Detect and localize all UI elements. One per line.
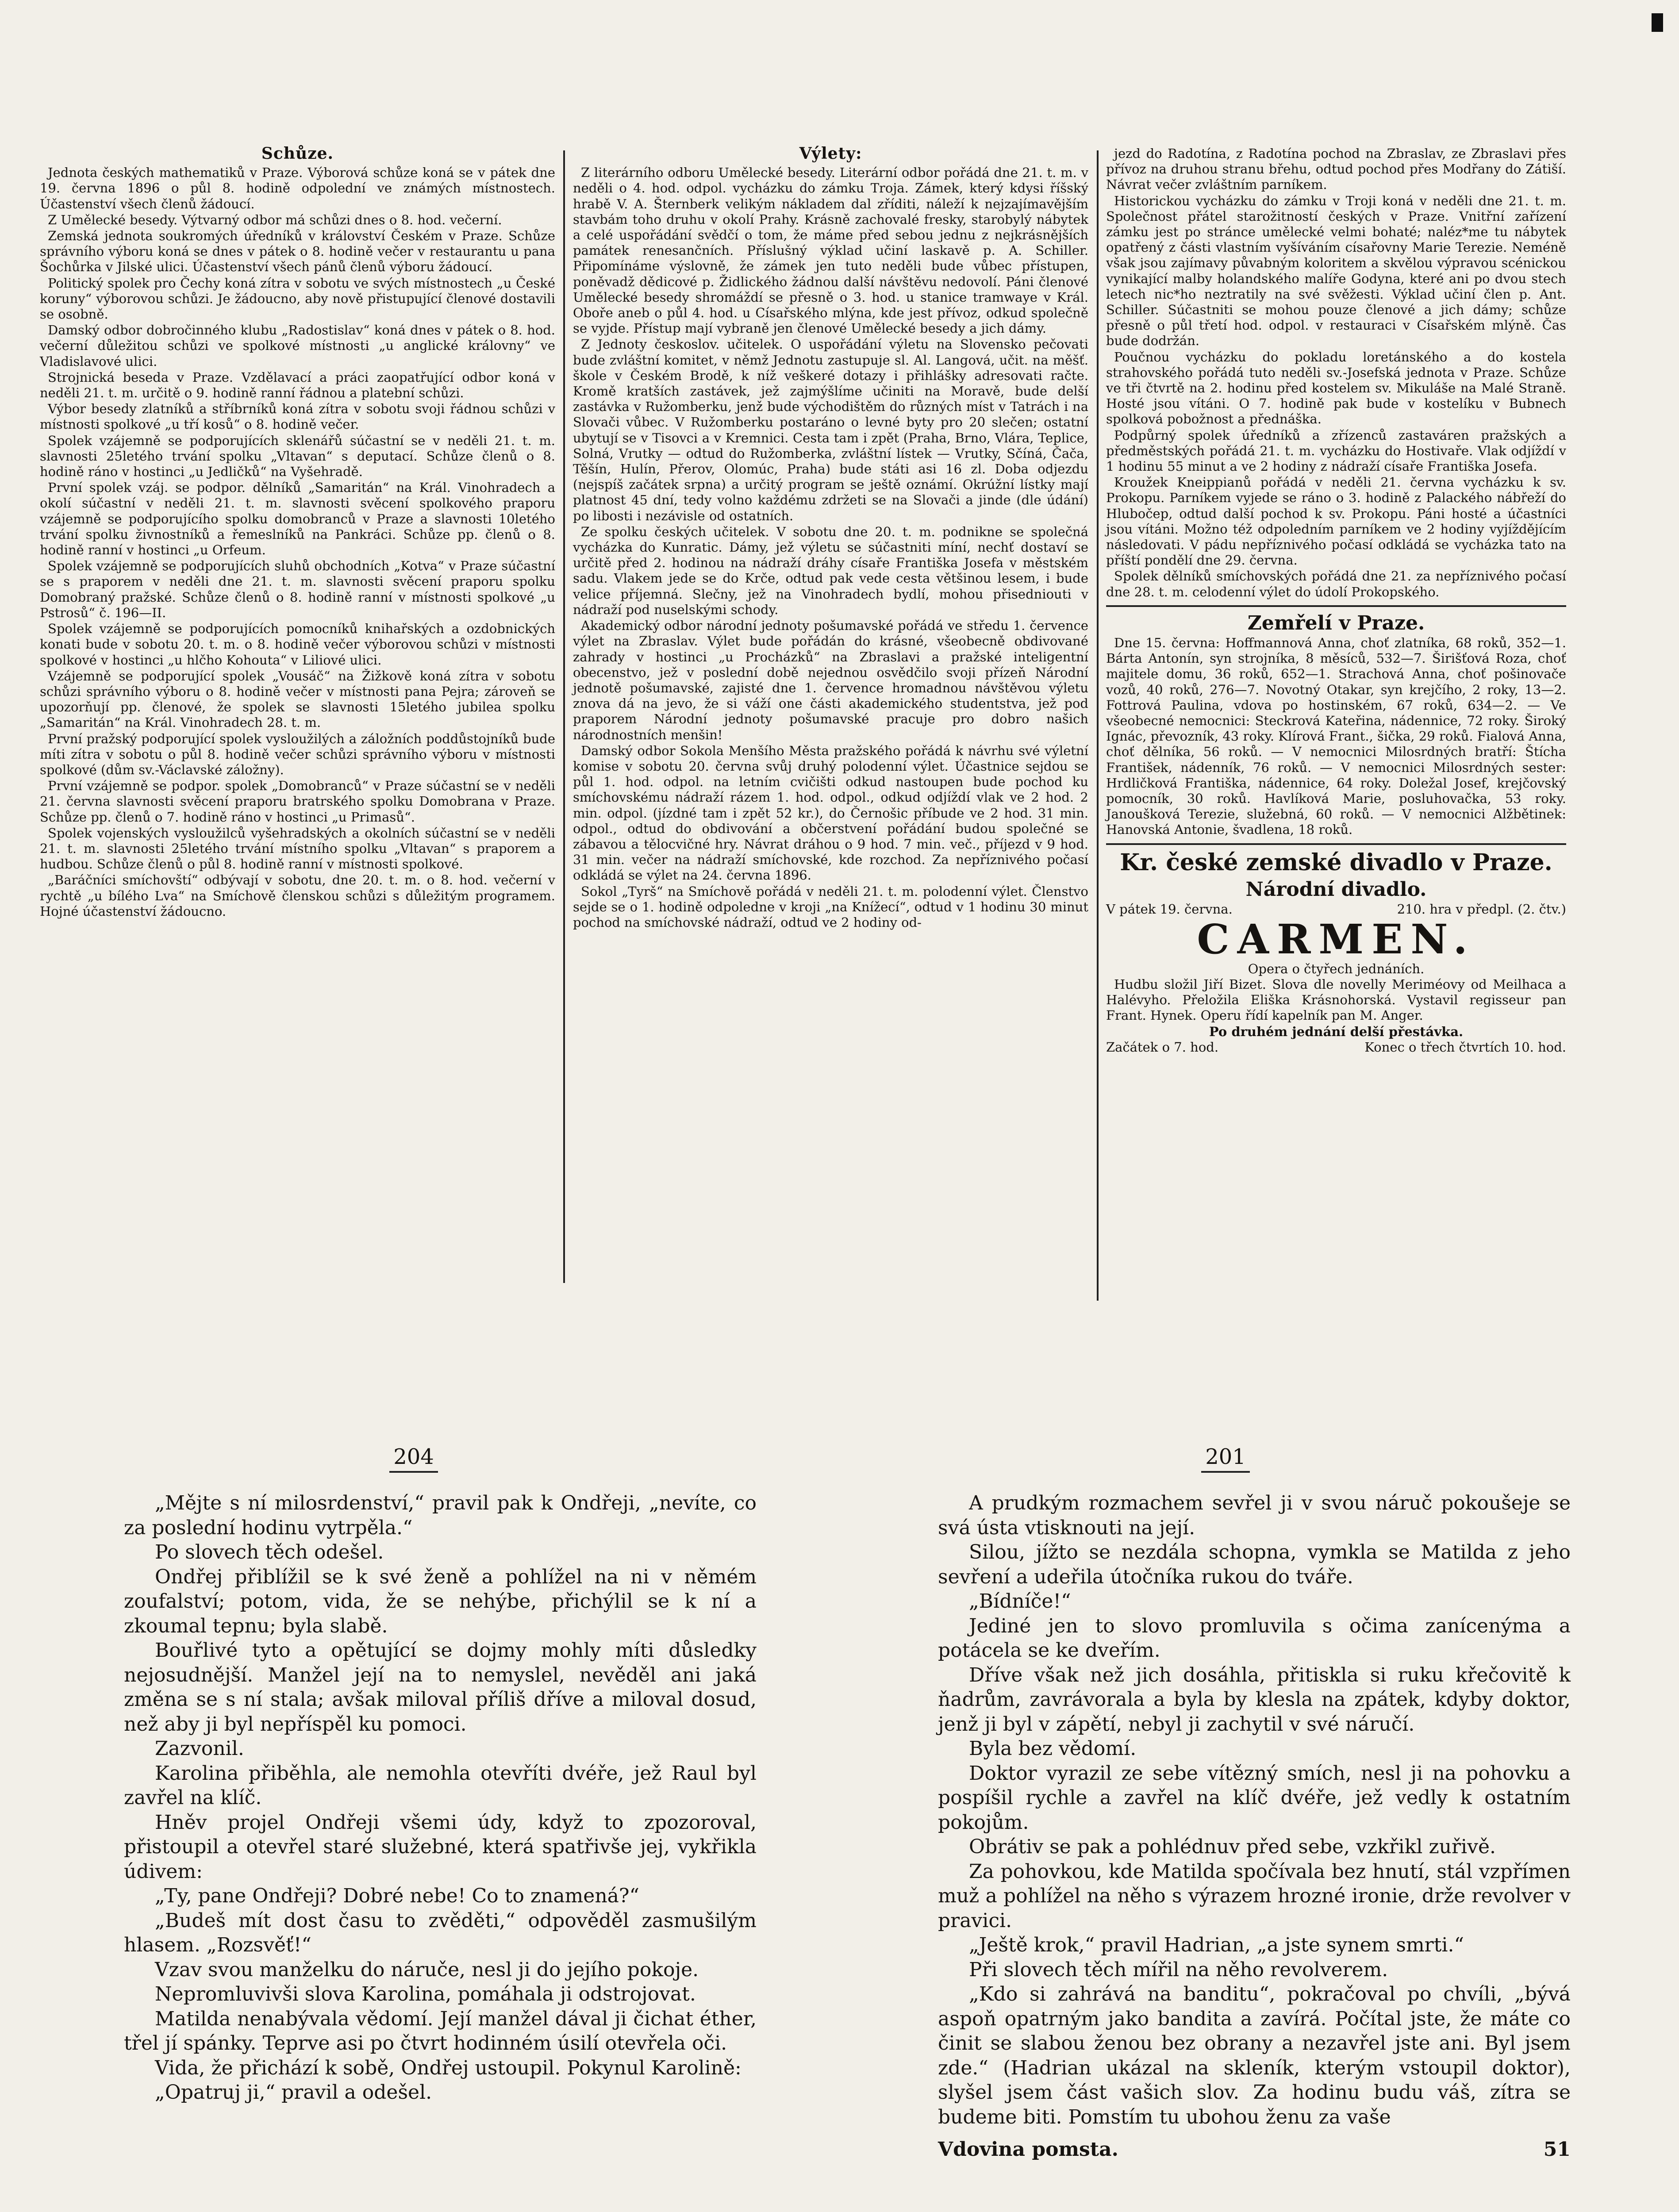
paragraph: Nepromluvivši slova Karolina, pomáhala ji odstrojovat. bbox=[155, 1983, 696, 2005]
newspaper-section bbox=[40, 144, 1566, 1305]
paragraph: „Kdo si zahrává na banditu“, pokračoval po chvíli, „bývá aspoň opatrným jako bandita a zavírá. Počítal jste, že máte co činit se slabou ženou bez obrany a nezavřel jste ani. Byl jsem zde.“ (Hadrian ukázal na skleník, kterým vstoupil doktor), slyšel jsem část vašich slov. Za hodinu budu váš, zítra se budeme biti. Pomstím tu ubohou ženu za vaše bbox=[938, 1983, 1571, 2128]
theatre-performance: 210. hra v předpl. (2. čtv.) bbox=[1397, 901, 1566, 917]
paragraph: Dříve však než jich dosáhla, přitiskla si ruku křečovitě k ňadrům, zavrávorala a byla by klesla na zpátek, kdyby doktor, jenž ji byl v zápětí, nebyl ji zachytil v své náručí. bbox=[938, 1663, 1571, 1736]
paragraph: Damský odbor Sokola Menšího Města pražského pořádá k návrhu své výletní komise v sobotu 20. června svůj druhý polodenní výlet. Účastnice sejdou se půl 1. hod. odpol. na letním cvičišti odkud nastoupen bude pochod ku smíchovskému nádraží rázem 1. hod. odpol., odkud odjíždí vlak ve 2 hod. 2 min. odpol. (jízdné tam i zpět 52 kr.), do Černošic příbude ve 2 hod. 31 min. odpol., odtud do obdivování a občerstvení pořádání budou společné se zábavou a tělocvičné hry. Návrat dráhou o 9 hod. 7 min. več., příjezd v 9 hod. 31 min. večer na nádraží smíchovské, kde rozchod. Za nepříznivého počasí odkládá se výlet na 24. června 1896. bbox=[573, 743, 1088, 883]
trips-list bbox=[573, 165, 1088, 930]
paragraph: Matilda nenabývala vědomí. Její manžel dával ji čichat éther, třel jí spánky. Teprve asi po čtvrt hodinném úsilí otevřela oči. bbox=[124, 2007, 757, 2055]
paragraph: Byla bez vědomí. bbox=[969, 1737, 1137, 1760]
page-number-underline bbox=[1201, 1471, 1250, 1473]
paragraph: Jediné jen to slovo promluvila s očima zanícenýma a potácela se ke dveřím. bbox=[938, 1614, 1571, 1662]
paragraph: Po slovech těch odešel. bbox=[155, 1541, 384, 1563]
paragraph: Spolek dělníků smíchovských pořádá dne 21. za nepříznivého počasí dne 28. t. m. celodenní výlet do údolí Prokopského. bbox=[1106, 568, 1566, 599]
paragraph: První pražský podporující spolek vysloužilých a záložních poddůstojníků bude míti zítra v sobotu o půl 8. hodině večer schůzi správního výboru v místnosti spolkové (dům sv.-Václavské záložny). bbox=[40, 731, 555, 777]
paragraph: Při slovech těch mířil na něho revolverem. bbox=[969, 1958, 1388, 1981]
opera-title: CARMEN. bbox=[1197, 915, 1475, 963]
column-meetings bbox=[40, 146, 555, 920]
paragraph: Silou, jížto se nezdála schopna, vymkla se Matilda z jeho sevření a udeřila útočníka rukou do tváře. bbox=[938, 1541, 1571, 1588]
paragraph: Podpůrný spolek úředníků a zřízenců zastaváren pražských a předměstských pořádá 21. t. m. vycházku do Hostivaře. Vlak odjíždí v 1 hodinu 55 minut a ve 2 hodiny z nádraží císaře Františka Josefa. bbox=[1106, 427, 1566, 474]
paragraph: Obrátiv se pak a pohlédnuv před sebe, vzkřikl zuřivě. bbox=[969, 1836, 1496, 1858]
paragraph: Za pohovkou, kde Matilda spočívala bez hnutí, stál vzpřímen muž a pohlížel na něho s výrazem hrozné ironie, drže revolver v pravici. bbox=[938, 1860, 1571, 1932]
paragraph: Poučnou vycházku do pokladu loretánského a do kostela strahovského pořádá tuto neděli sv.-Josefská jednota v Praze. Schůze ve tři čtvrtě na 2. hodinu před kostelem sv. Mikuláše na Malé Straně. Hosté jsou vítáni. O 7. hodině pak bude v kostelíku v Bubnech spolková pobožnost a přednáška. bbox=[1106, 349, 1566, 427]
novel-title: Vdovina pomsta. bbox=[938, 2138, 1118, 2161]
corner-mark bbox=[1652, 13, 1663, 32]
paragraph: „Bídníče!“ bbox=[969, 1590, 1071, 1613]
paragraph: Hněv projel Ondřeji všemi údy, když to zpozoroval, přistoupil a otevřel staré služebné, která spatřivše jej, vykřikla údivem: bbox=[124, 1811, 757, 1883]
paragraph: Karolina přiběhla, ale nemohla otevříti dvéře, jež Raul byl zavřel na klíč. bbox=[124, 1762, 757, 1809]
novel-text-left bbox=[124, 1491, 757, 2105]
paragraph: Vzav svou manželku do náruče, nesl ji do jejího pokoje. bbox=[155, 1958, 699, 1981]
opera-credits: Hudbu složil Jiří Bizet. Slova dle novelly Meriméovy od Meilhaca a Halévyho. Přeložila Eliška Krásnohorská. Vystavil regisseur pan Frant. Hynek. Operu řídí kapelník pan M. Anger. bbox=[1106, 976, 1566, 1023]
paragraph: Kroužek Kneippianů pořádá v neděli 21. června vycházku k sv. Prokopu. Parníkem vyjede se ráno o 3. hodině z Palackého nábřeží do Hlubočep, odtud další pochod k sv. Prokopu. Páni hosté a účastníci jsou vítáni. Možno též odpoledním parníkem ve 2 hodiny vyjíždějícím následovati. V pádu nepříznivého počasí odkládá se vycházka tato na příští pondělí dne 29. června. bbox=[1106, 475, 1566, 568]
paragraph: „Budeš mít dost času to zvěděti,“ odpověděl zasmušilým hlasem. „Rozsvěť!“ bbox=[124, 1909, 757, 1956]
section-divider bbox=[1106, 843, 1566, 845]
theatre-date: V pátek 19. června. bbox=[1106, 901, 1233, 917]
paragraph: „Baráčníci smíchovští“ odbývají v sobotu, dne 20. t. m. o 8. hod. večerní v rychtě „u bílého Lva“ na Smíchově členskou schůzi s důležitým programem. Hojné účastenství žádoucno. bbox=[40, 872, 555, 919]
paragraph: Ondřej přiblížil se k své ženě a pohlížel na ni v němém zoufalství; potom, vida, že se nehýbe, přichýlil se k ní a zkoumal tepnu; byla slabě. bbox=[124, 1565, 757, 1637]
theatre-title: Kr. české zemské divadlo v Praze. bbox=[1120, 849, 1552, 876]
theatre-info bbox=[1106, 902, 1566, 917]
paragraph: Damský odbor dobročinného klubu „Radostislav“ koná dnes v pátek o 8. hod. večerní důležitou schůzi ve spolkové místnosti „u anglické královny“ ve Vladislavové ulici. bbox=[40, 323, 555, 369]
paragraph: Bouřlivé tyto a opětující se dojmy mohly míti důsledky nejosudnější. Manžel její na to nemyslel, nevěděl ani jaká změna se s ní stala; avšak miloval příliš dříve a miloval dosud, než aby ji byl nepříspěl ku pomoci. bbox=[124, 1639, 757, 1736]
novel-sheet-number: 51 bbox=[1543, 2138, 1571, 2161]
paragraph: „Ještě krok,“ pravil Hadrian, „a jste synem smrti.“ bbox=[969, 1934, 1464, 1956]
page-number-right: 201 bbox=[1205, 1444, 1246, 1469]
theatre-subtitle: Národní divadlo. bbox=[1245, 878, 1427, 901]
paragraph: Vida, že přichází k sobě, Ondřej ustoupil. Pokynul Karolině: bbox=[155, 2056, 742, 2079]
opera-times bbox=[1106, 1040, 1566, 1055]
paragraph: Jednota českých mathematiků v Praze. Výborová schůze koná se v pátek dne 19. června 1896 o půl 8. hodině odpolední ve známých místnostech. Účastenství všech členů žádoucí. bbox=[40, 165, 555, 211]
column-misc bbox=[1106, 146, 1566, 1055]
novel-footer bbox=[938, 2137, 1571, 2162]
paragraph: Zazvonil. bbox=[155, 1737, 244, 1760]
paragraph: A prudkým rozmachem sevřel ji v svou náruč pokoušeje se svá ústa vtisknouti na její. bbox=[938, 1492, 1571, 1539]
deaths-text: Dne 15. června: Hoffmannová Anna, choť zlatníka, 68 roků, 352—1. Bárta Antonín, syn strojníka, 8 měsíců, 532—7. Širišťová Roza, choť majitele domu, 36 roků, 652—1. Strachová Anna, choť pošinovače vozů, 40 roků, 276—7. Novotný Otakar, syn krejčího, 2 roky, 13—2. Fottrová Paulina, vdova po hostinském, 67 roků, 634—2. — Ve všeobecné nemocnici: Steckrová Kateřina, nádennice, 72 roky. Široký Ignác, převozník, 43 roky. Klírová Frant., šička, 29 roků. Fialová Anna, choť dělníka, 56 roků. — V nemocnici Milosrdných bratří: Štícha František, nádenník, 76 roků. — V nemocnici Milosrdných sester: Hrdličková Františka, nádennice, 64 roky. Doležal Josef, krejčovský pomocník, 30 roků. Havlíková Marie, posluhovačka, 53 roky. Janoušková Terezie, služebná, 60 roků. — V nemocnici Alžbětinek: Hanovská Antonie, švadlena, 18 roků. bbox=[1106, 635, 1566, 837]
novel-text-right bbox=[938, 1491, 1571, 2129]
paragraph: Sokol „Tyrš“ na Smíchově pořádá v neděli 21. t. m. polodenní výlet. Členstvo sejde se o 1. hodině odpoledne v kroji „na Knížecí“, odtud v 1 hodinu 30 minut pochod na smíchovské nádraží, odtud ve 2 hodiny od- bbox=[573, 883, 1088, 930]
section-divider bbox=[1106, 605, 1566, 607]
paragraph: Strojnická beseda v Praze. Vzdělavací a práci zaopatřující odbor koná v neděli 21. t. m. určitě o 9. hodině ranní řádnou a platební schůzi. bbox=[40, 369, 555, 401]
paragraph: Zemská jednota soukromých úředníků v království Českém v Praze. Schůze správního výboru koná se dnes v pátek o 8. hodině večer v restaurantu u pana Šochůrka v Jilské ulici. Účastenství všech pánů členů výboru žádoucí. bbox=[40, 228, 555, 275]
column-divider bbox=[563, 150, 565, 1283]
heading-trips: Výlety: bbox=[799, 144, 862, 163]
paragraph: Spolek vzájemně se podporujících sluhů obchodních „Kotva“ v Praze súčastní se s praporem v neděli dne 21. t. m. slavnosti svěcení praporu spolku Domobraný pražské. Schůze členů o 8. hodině ranní v místnosti spolkové „u Pstrosů“ č. 196—II. bbox=[40, 558, 555, 620]
opera-note: Po druhém jednání delší přestávka. bbox=[1209, 1024, 1464, 1039]
paragraph: Politický spolek pro Čechy koná zítra v sobotu ve svých místnostech „u České koruny“ výborovou schůzi. Je žádoucno, aby nově přistupující členové dostavili se osobně. bbox=[40, 275, 555, 322]
paragraph: Doktor vyrazil ze sebe vítězný smích, nesl ji na pohovku a pospíšil rychle a zavřel na klíč dvéře, jež vedly k ostatním pokojům. bbox=[938, 1762, 1571, 1834]
paragraph: Spolek vzájemně se podporujících pomocníků knihařských a ozdobnických konati bude v sobotu 20. t. m. o 8. hodině večer výborovou schůzi v místnosti spolkové v hostinci „u hlčho Kohouta“ v Liliové ulici. bbox=[40, 621, 555, 668]
paragraph: Akademický odbor národní jednoty pošumavské pořádá ve středu 1. července výlet na Zbraslav. Výlet bude pořádán do krásné, všeobecně obdivované zahrady v hostinci „u Procházků“ na Zbraslavi a pražské inteligentní obecenstvo, jež v poslední době nejednou osvědčilo svoji přízeň Národní jednotě pošumavské, zajisté dne 1. července hromadnou návštěvou výletu znova dá na jevo, že si váží one části akademického studentstva, jež pod praporem Národní jednoty pošumavské pracuje pro dobro našich národnostních menšin! bbox=[573, 618, 1088, 742]
paragraph: Z Umělecké besedy. Výtvarný odbor má schůzi dnes o 8. hod. večerní. bbox=[48, 212, 502, 227]
meetings-list bbox=[40, 165, 555, 919]
paragraph: Vzájemně se podporující spolek „Vousáč“ na Žižkově koná zítra v sobotu schůzi správního výboru o 8. hodině večer v místnosti pana Pejra; zároveň se upozorňují pp. členové, že spolek se slavnosti 15letého jubilea spolku „Samaritán“ na Král. Vinohradech 28. t. m. bbox=[40, 668, 555, 730]
opera-end: Konec o třech čtvrtích 10. hod. bbox=[1364, 1039, 1566, 1055]
paragraph: „Mějte s ní milosrdenství,“ pravil pak k Ondřeji, „nevíte, co za poslední hodinu vytrpěla.“ bbox=[124, 1492, 757, 1539]
paragraph: Z Jednoty českoslov. učitelek. O uspořádání výletu na Slovensko pečovati bude zvláštní komitet, v němž Jednotu zastupuje sl. Al. Langová, učit. na měšť. škole v Českém Brodě, k níž veškeré dotazy i přihlášky adresovati račte. Kromě kratších zastávek, jež zajmýšlíme učiniti na Moravě, bude delší zastávka v Ružomberku, jenž bude východištěm do různých míst v Tatrách i na Slovači vůbec. V Ružomberku postaráno o levné byty pro 20 slečen; ostatní ubytují se v Tisovci a v Kremnici. Cesta tam i zpět (Praha, Brno, Vlára, Teplice, Solná, Vrutky — odtud do Ružomberka, zvláštní lístek — Vrutky, Sčíná, Čača, Těšín, Hulín, Přerov, Olomúc, Praha) bude státi asi 16 zl. Doba odjezdu (nejspíš začátek srpna) a určitý program se ještě oznámí. Okrúžní lístky mají platnost 45 dní, tedy volno každému zdržeti se na Slovači a jinde (dle údání) po libosti i nezávisle od ostatních. bbox=[573, 337, 1088, 523]
deaths-heading: Zemřelí v Praze. bbox=[1247, 611, 1425, 634]
page-number-left: 204 bbox=[393, 1444, 434, 1469]
excursions-list bbox=[1106, 146, 1566, 600]
paragraph: jezd do Radotína, z Radotína pochod na Zbraslav, ze Zbraslavi přes přívoz na druhou stranu břehu, odtud pochod přes Modřany do Zátiší. Návrat večer zvláštním parníkem. bbox=[1106, 146, 1566, 192]
opera-start: Začátek o 7. hod. bbox=[1106, 1039, 1219, 1055]
paragraph: Výbor besedy zlatníků a stříbrníků koná zítra v sobotu svoji řádnou schůzi v místnosti spolkové „u tří kosů“ o 8. hodině večer. bbox=[40, 401, 555, 432]
paragraph: „Ty, pane Ondřeji? Dobré nebe! Co to znamená?“ bbox=[155, 1885, 639, 1907]
novel-page-left bbox=[124, 1491, 757, 2105]
paragraph: Ze spolku českých učitelek. V sobotu dne 20. t. m. podnikne se společná vycházka do Kunratic. Dámy, jež výletu se súčastniti míní, nechť dostaví se určitě před 2. hodinou na nádraží dráhy císaře Františka Josefa v městském sadu. Vlakem jede se do Krče, odtud pak vede cesta většinou lesem, i bude velice příjemná. Slečny, jež na Vinohradech bydlí, mohou přisedniouti v nádraží pod nuselskými schody. bbox=[573, 524, 1088, 617]
paragraph: První vzájemně se podpor. spolek „Domobranců“ v Praze súčastní se v neděli 21. června slavnosti svěcení praporu bratrského spolku Domobrana v Praze. Schůze pp. členů o 7. hodině ráno v hostinci „u Primasů“. bbox=[40, 778, 555, 825]
paragraph: „Opatruj ji,“ pravil a odešel. bbox=[155, 2081, 432, 2104]
column-trips bbox=[573, 146, 1088, 931]
paragraph: Spolek vzájemně se podporujících sklenářů súčastní se v neděli 21. t. m. slavnosti 25letého trvání spolku „Vltavan“ s deputací. Schůze členů o 8. hodině ráno v hostinci „u Jedličků“ na Vyšehradě. bbox=[40, 433, 555, 480]
column-divider bbox=[1097, 150, 1099, 1301]
paragraph: Z literárního odboru Umělecké besedy. Literární odbor pořádá dne 21. t. m. v neděli o 4. hod. odpol. vycházku do zámku Troja. Zámek, který kdysi říšský hrabě V. A. Šternberk velikým nákladem dal zříditi, náleží k nejzajímavějším stavbám toho druhu v okolí Prahy. Krásně zachovalé fresky, starobylý nábytek a celé uspořádání svědčí o tom, že máme před sebou jednu z nejkrásnějších památek renesančních. Příslušný výklad učiní laskavě p. A. Schiller. Připomínáme výslovně, že zámek jen tuto neděli bude vůbec přístupen, poněvadž dědicové p. Židlického žádnou další návštěvu nedovolí. Páni členové Umělecké besedy shromáždí se přesně o 3. hod. u stanice tramwaye v Král. Oboře aneb o půl 4. hod. u Císařského mlýna, kde jest přívoz, odkud společně se vyjde. Přístup mají vybraně jen členové Umělecké besedy a jich dámy. bbox=[573, 165, 1088, 336]
paragraph: Historickou vycházku do zámku v Troji koná v neděli dne 21. t. m. Společnost přátel starožitností českých v Praze. Vnitřní zařízení zámku jest po stránce umělecké velmi bohaté; naléz*me tu nábytek opatřený z části vlastním vyšíváním císařovny Marie Terezie. Neméně však jsou zajímavy půvabným koloritem a skvělou výpravou scénickou vynikající malby holandského malíře Godyna, které ani po dvou stech letech nic*ho neztratily na své svěžesti. Výklad učiní člen p. Ant. Schiller. Súčastniti se mohou pouze členové a jich dámy; schůze přesně o půl třetí hod. odpol. v restauraci v Císařském mlýně. Čas bude dodržán. bbox=[1106, 193, 1566, 349]
heading-meetings: Schůze. bbox=[261, 144, 334, 163]
paragraph: První spolek vzáj. se podpor. dělníků „Samaritán“ na Král. Vinohradech a okolí súčastní v neděli 21. t. m. slavnosti svěcení spolkového praporu vzájemně se podporujícího spolku domobranců v Praze a slavnosti 10letého trvání spolku živnostníků a řemeslníků na Pankráci. Schůze pp. členů o 8. hodině ranní v hostinci „u Orfeum. bbox=[40, 480, 555, 558]
novel-page-right bbox=[938, 1491, 1571, 2162]
paragraph: Spolek vojenských vysloužilců vyšehradských a okolních súčastní se v neděli 21. t. m. slavnosti 25letého trvání místního spolku „Vltavan“ s praporem a hudbou. Schůze členů o půl 8. hodině ranní v místnosti spolkové. bbox=[40, 825, 555, 872]
opera-description: Opera o čtyřech jednáních. bbox=[1248, 961, 1425, 976]
page-number-underline bbox=[389, 1471, 438, 1473]
